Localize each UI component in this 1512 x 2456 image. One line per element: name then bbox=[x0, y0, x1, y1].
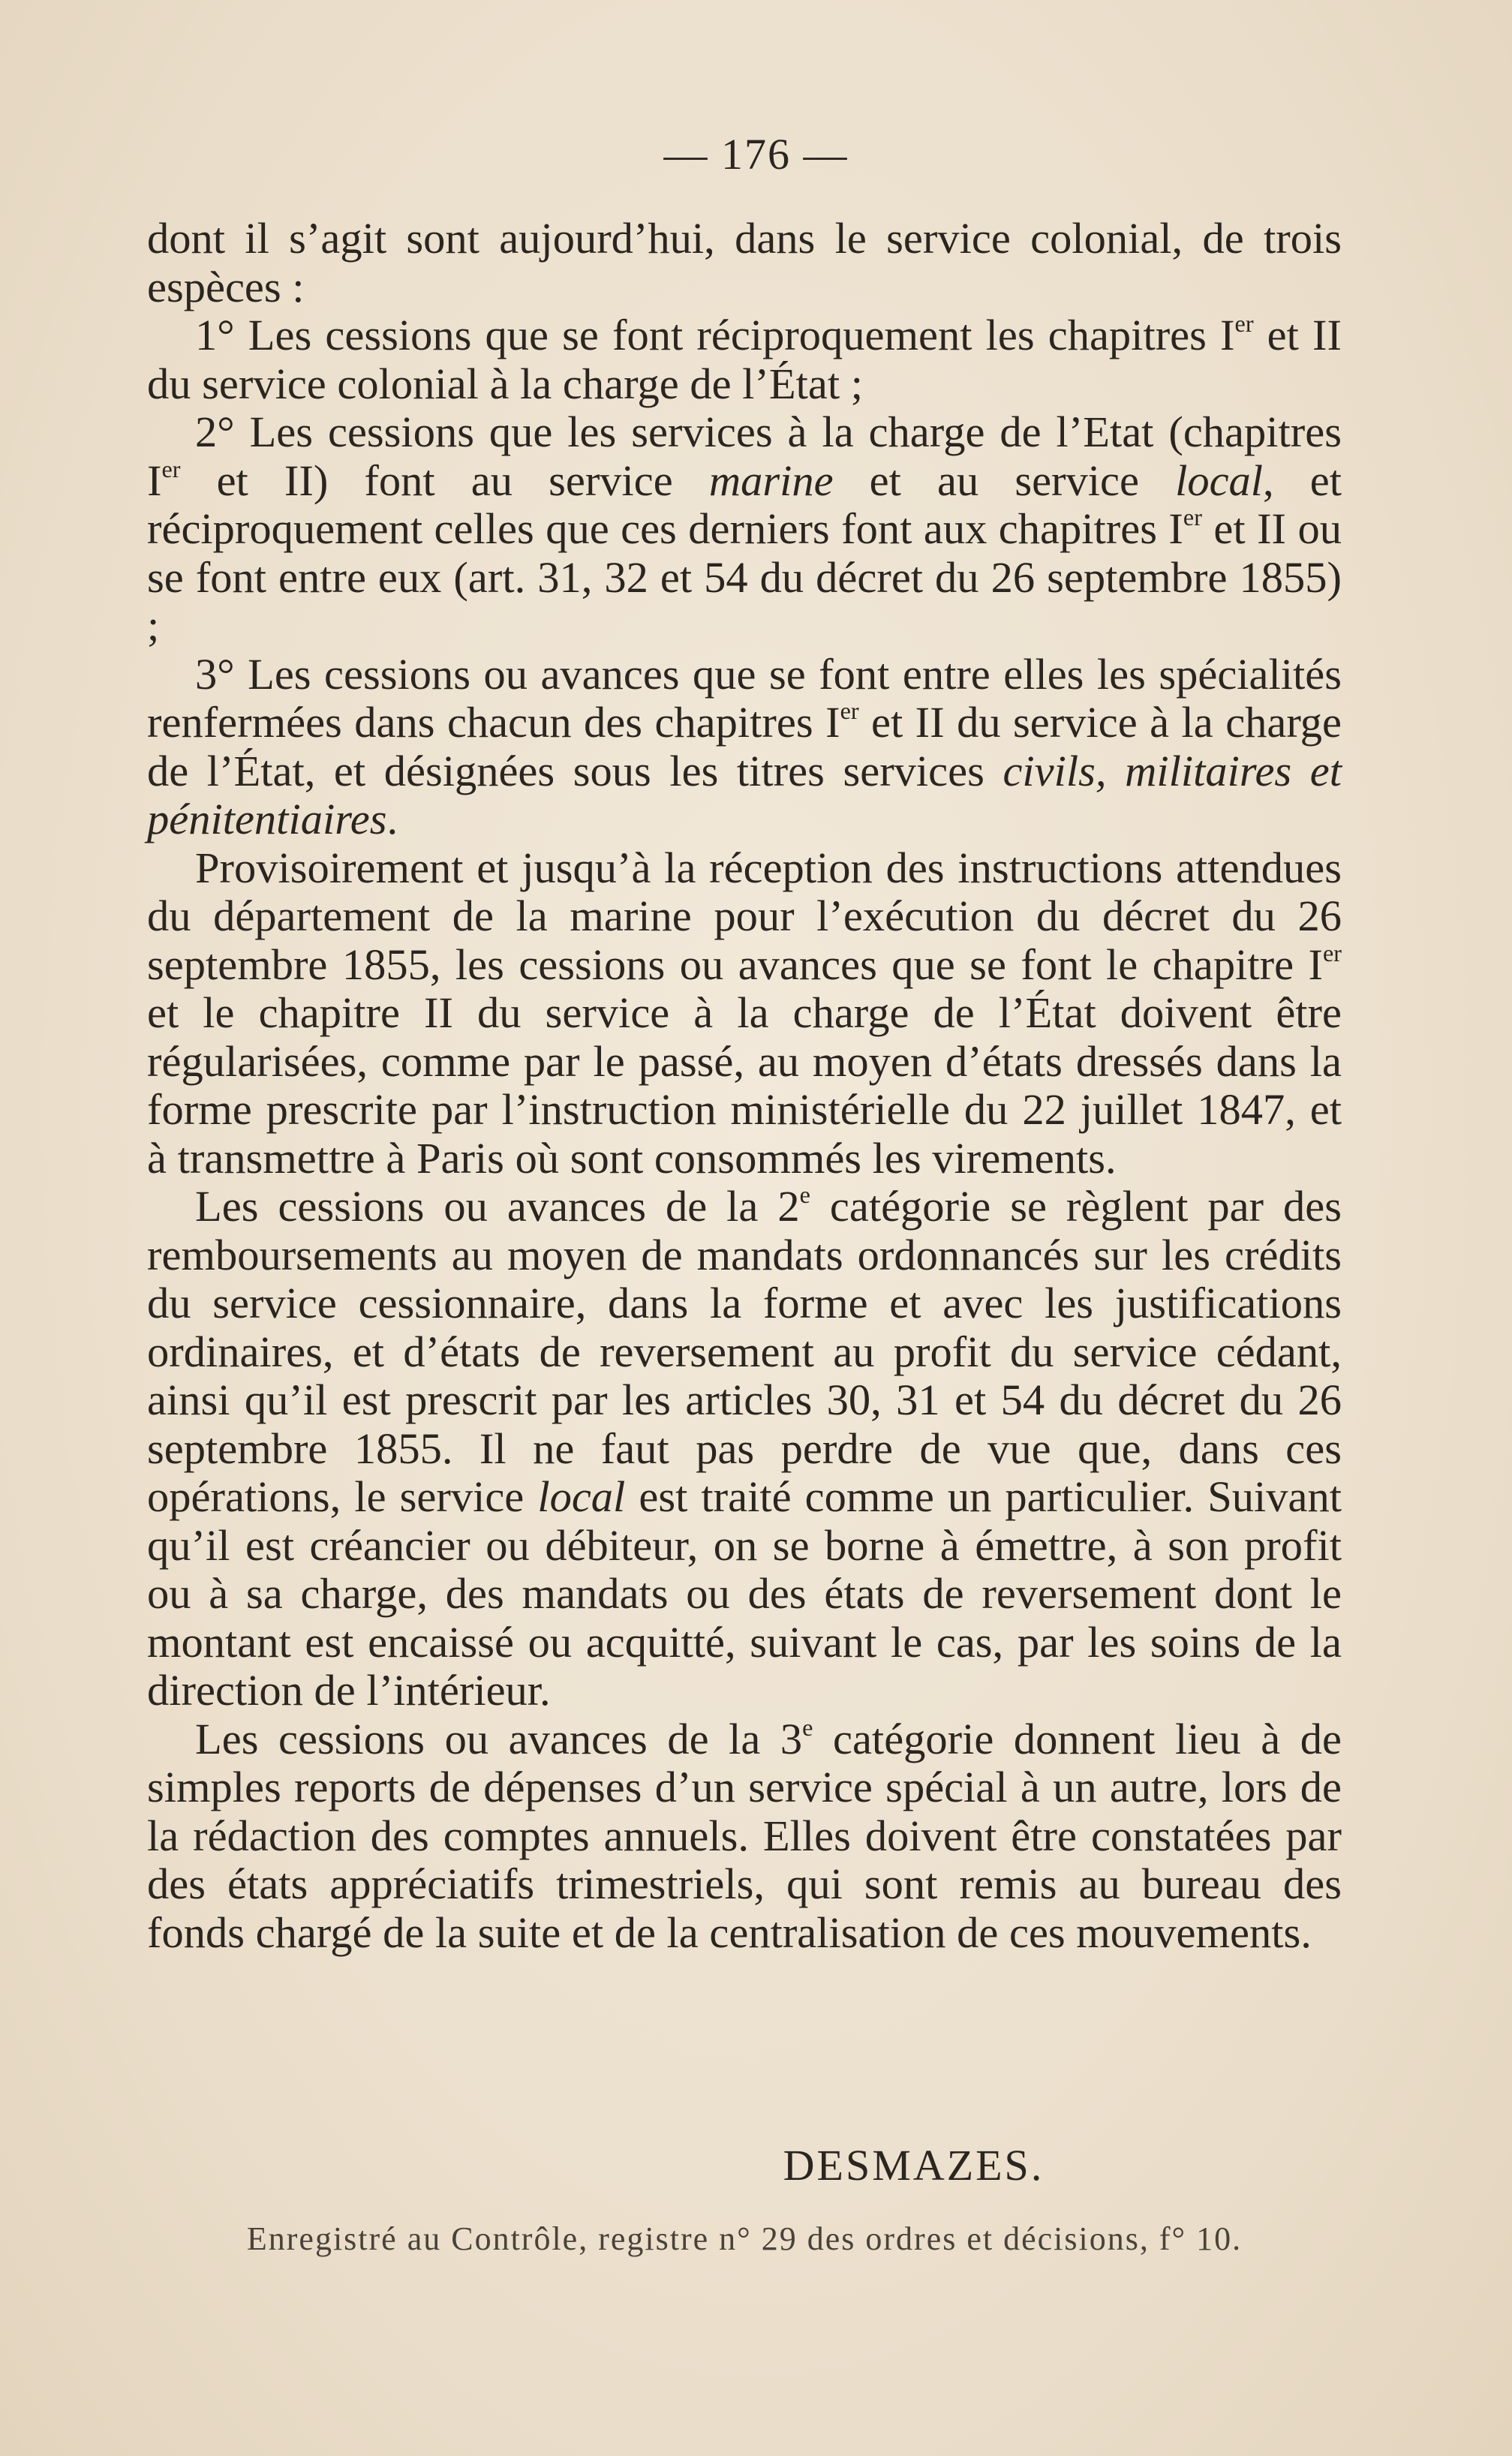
superscript: e bbox=[802, 1713, 813, 1741]
superscript: er bbox=[1323, 939, 1342, 966]
italic-text: local bbox=[537, 1472, 626, 1521]
text-run: Les cessions ou avances de la 3 bbox=[195, 1714, 803, 1763]
text-run: et le chapitre II du service à la charge de l’État doivent être régularisées, comme par le passé, au moyen d’états dressés dans la forme prescrite par l’instruction ministérielle du 22 juillet 1847, et à transmettre à Paris où sont consommés les virements. bbox=[147, 988, 1342, 1183]
italic-text: civils, militaires et pénitentiaires bbox=[147, 746, 1342, 843]
text-run: 1° Les cessions que se font réciproquement les chapitres I bbox=[195, 311, 1235, 359]
paragraph bbox=[147, 215, 1342, 311]
text-run: 2° Les cessions que les services à la charge de l’Etat (chapitres I bbox=[147, 407, 1342, 505]
text-run: et II du service colonial à la charge de l’État ; bbox=[147, 311, 1342, 408]
text-run: 3° Les cessions ou avances que se font entre elles les spécialités renfermées dans chacun des chapitres I bbox=[147, 649, 1342, 747]
text-run: Provisoirement et jusqu’à la réception des instructions attendues du département de la marine pour l’exécution du décret du 26 septembre 1855, les cessions ou avances que se font le chapitre I bbox=[147, 843, 1342, 989]
italic-text: local bbox=[1175, 455, 1264, 505]
body-text bbox=[147, 215, 1342, 1957]
superscript: e bbox=[799, 1180, 810, 1208]
paragraph bbox=[147, 1180, 1342, 1715]
text-run: . bbox=[386, 795, 398, 843]
text-run: et II ou se font entre eux (art. 31, 32 et 54 du décret du 26 septembre 1855) ; bbox=[147, 504, 1342, 650]
text-run: et au service bbox=[833, 455, 1176, 505]
italic-text: marine bbox=[708, 455, 834, 505]
text-run: dont il s’agit sont aujourd’hui, dans le service colonial, de trois espèces : bbox=[147, 214, 1342, 311]
superscript: er bbox=[161, 455, 181, 482]
text-run: catégorie se règlent par des remboursements au moyen de mandats ordonnancés sur les crédits du service cessionnaire, dans la forme et avec les justifications ordinaires, et d’états de reversement au profit du service cédant, ainsi qu’il est prescrit par les articles 30, 31 et 54 du décret du 26 septembre 1855. Il ne faut pas perdre de vue que, dans ces opérations, le service bbox=[147, 1182, 1342, 1521]
text-run: et II du service à la charge de l’État, et désignées sous les titres services bbox=[147, 698, 1342, 795]
list-item-3 bbox=[147, 651, 1342, 844]
registration-note: Enregistré au Contrôle, registre n° 29 des ordres et décisions, f° 10. bbox=[246, 2220, 1243, 2257]
text-run: et II) font au service bbox=[180, 455, 709, 505]
superscript: er bbox=[1234, 309, 1254, 337]
superscript: er bbox=[1183, 503, 1202, 531]
text-run: est traité comme un particulier. Suivant qu’il est créancier ou débiteur, on se borne à émettre, à son profit ou à sa charge, des mandats ou des états de reversement dont le montant est encaissé ou acquitté, suivant le cas, par les soins de la direction de l’intérieur. bbox=[147, 1472, 1342, 1715]
list-item-1 bbox=[147, 311, 1342, 408]
text-run: , et réciproquement celles que ces derniers font aux chapitres I bbox=[147, 455, 1342, 553]
superscript: er bbox=[840, 696, 859, 724]
text-run: Les cessions ou avances de la 2 bbox=[195, 1182, 800, 1231]
text-run: catégorie donnent lieu à de simples reports de dépenses d’un service spécial à un autre, lors de la rédaction des comptes annuels. Elles doivent être constatées par des états appréciatifs trimestriels, qui sont remis au bureau des fonds chargé de la suite et de la centralisation de ces mouvements. bbox=[147, 1714, 1342, 1957]
paragraph bbox=[147, 844, 1342, 1183]
paragraph bbox=[147, 1715, 1342, 1958]
list-item-2 bbox=[147, 408, 1342, 651]
page-number: — 176 — bbox=[663, 130, 849, 179]
signature: DESMAZES. bbox=[783, 2141, 1045, 2190]
